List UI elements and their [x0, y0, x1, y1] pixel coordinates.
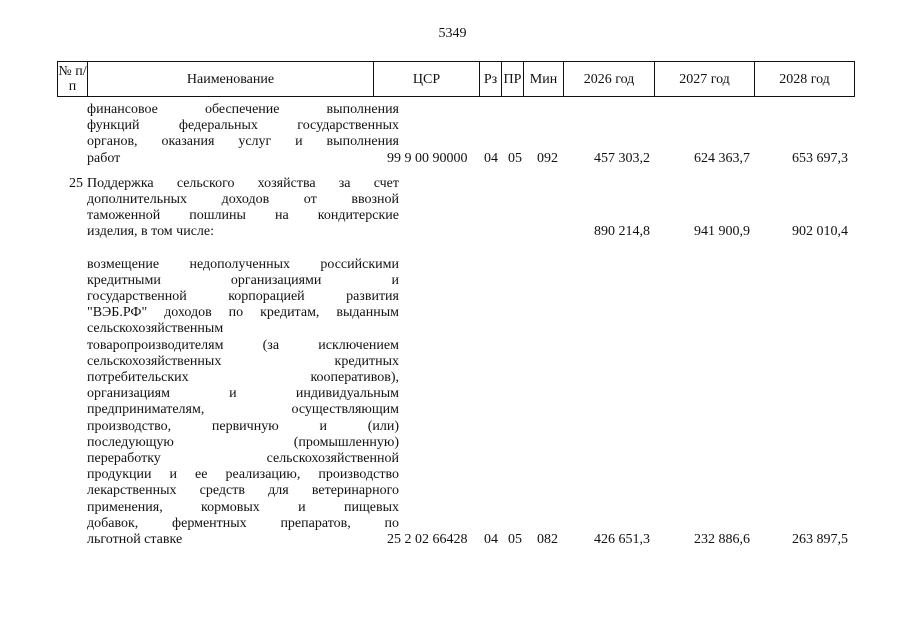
header-min: Мин — [524, 62, 564, 97]
row-name-line: последующую (промышленную) — [87, 434, 399, 450]
row-name-line: функций федеральных государственных — [87, 118, 399, 134]
row-name-line: применения, кормовых и пищевых — [87, 499, 399, 515]
table-row — [57, 257, 854, 549]
row-value-2027: 232 886,6 — [694, 532, 750, 548]
header-name: Наименование — [88, 62, 374, 97]
row-value-2026: 890 214,8 — [594, 224, 650, 240]
row-value-2028: 263 897,5 — [792, 532, 848, 548]
row-csr: 99 9 00 90000 — [387, 150, 468, 166]
row-name-line: работ — [87, 150, 121, 166]
row-number: 25 — [69, 175, 83, 191]
table-body — [57, 102, 854, 548]
row-name-line: добавок, ферментных препаратов, по — [87, 515, 399, 531]
row-name-line: товаропроизводителям (за исключением — [87, 337, 399, 353]
header-rz: Рз — [480, 62, 502, 97]
row-value-2027: 624 363,7 — [694, 150, 750, 166]
row-values — [57, 532, 854, 548]
row-name-line: производство, первичную и (или) — [87, 418, 399, 434]
header-num: № п/п — [58, 62, 88, 97]
row-value-2026: 457 303,2 — [594, 150, 650, 166]
row-csr: 25 2 02 66428 — [387, 532, 468, 548]
row-name-line: льготной ставке — [87, 532, 183, 548]
row-pr: 05 — [508, 150, 522, 166]
row-name-line: переработку сельскохозяйственной — [87, 451, 399, 467]
row-values — [57, 225, 854, 241]
header-year-2026: 2026 год — [564, 62, 655, 97]
row-name-line: финансовое обеспечение выполнения — [87, 102, 399, 117]
row-name-line: продукции и ее реализацию, производство — [87, 467, 399, 483]
row-name-line: возмещение недополученных российскими — [87, 256, 399, 272]
row-rz: 04 — [484, 532, 498, 548]
row-min: 082 — [537, 532, 558, 548]
header-year-2028: 2028 год — [755, 62, 855, 97]
row-name-line: лекарственных средств для ветеринарного — [87, 483, 399, 499]
row-values — [57, 151, 854, 167]
page-number: 5349 — [438, 26, 467, 41]
row-value-2028: 902 010,4 — [792, 224, 848, 240]
row-name-line: органов, оказания услуг и выполнения — [87, 134, 399, 150]
row-name-line: государственной корпорацией развития — [87, 289, 399, 305]
row-name-line: изделия, в том числе: — [87, 224, 214, 240]
row-value-2026: 426 651,3 — [594, 532, 650, 548]
row-name-line: Поддержка сельского хозяйства за счет — [87, 175, 399, 191]
table-row — [57, 102, 854, 167]
header-csr: ЦСР — [374, 62, 480, 97]
row-name-line: потребительских кооперативов), — [87, 370, 399, 386]
row-min: 092 — [537, 150, 558, 166]
row-name-line: организациям и индивидуальным — [87, 386, 399, 402]
row-name-line: кредитными организациями и — [87, 272, 399, 288]
row-name — [87, 257, 399, 549]
row-name-line: сельскохозяйственным — [87, 321, 224, 337]
row-name-line: сельскохозяйственных кредитных — [87, 353, 399, 369]
row-value-2028: 653 697,3 — [792, 150, 848, 166]
table-row — [57, 176, 854, 241]
row-value-2027: 941 900,9 — [694, 224, 750, 240]
row-name-line: таможенной пошлины на кондитерские — [87, 208, 399, 224]
row-name-line: "ВЭБ.РФ" доходов по кредитам, выданным — [87, 305, 399, 321]
header-pr: ПР — [502, 62, 524, 97]
row-rz: 04 — [484, 150, 498, 166]
header-year-2027: 2027 год — [655, 62, 755, 97]
row-name-line: предпринимателям, осуществляющим — [87, 402, 399, 418]
row-name-line: дополнительных доходов от ввозной — [87, 192, 399, 208]
row-pr: 05 — [508, 532, 522, 548]
table-header — [57, 61, 855, 97]
